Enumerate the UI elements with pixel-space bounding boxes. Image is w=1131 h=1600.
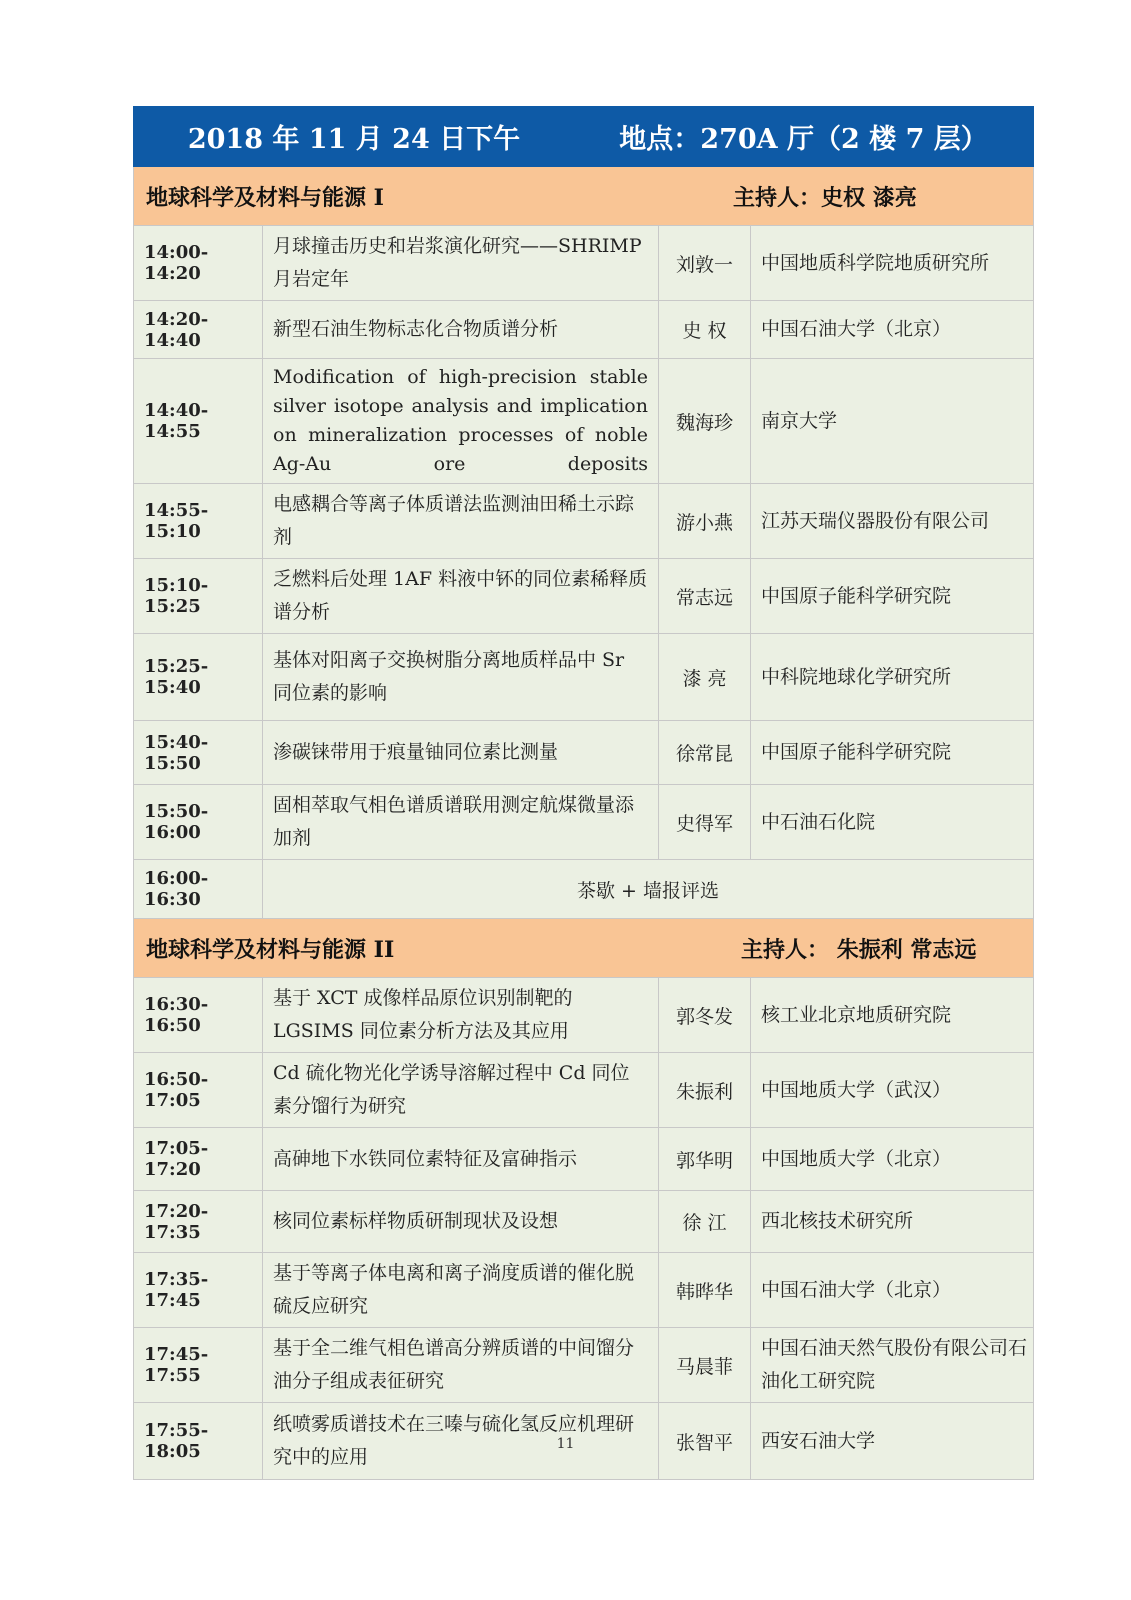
table-row [134, 1253, 1034, 1328]
talk-title: 高砷地下水铁同位素特征及富砷指示 [263, 1128, 659, 1191]
talk-institution: 中国地质大学（武汉） [751, 1053, 1034, 1128]
talk-time: 17:55-18:05 [134, 1403, 263, 1480]
talk-speaker: 韩晔华 [659, 1253, 751, 1328]
talk-time: 17:45-17:55 [134, 1328, 263, 1403]
talk-institution: 中科院地球化学研究所 [751, 634, 1034, 721]
talk-institution: 中国石油大学（北京） [751, 301, 1034, 359]
talk-time: 14:55-15:10 [134, 484, 263, 559]
talk-time: 16:50-17:05 [134, 1053, 263, 1128]
talk-speaker: 漆 亮 [659, 634, 751, 721]
table-row [134, 721, 1034, 785]
talk-title: 基于全二维气相色谱高分辨质谱的中间馏分油分子组成表征研究 [263, 1328, 659, 1403]
talk-speaker: 史得军 [659, 785, 751, 860]
talk-title: 新型石油生物标志化合物质谱分析 [263, 301, 659, 359]
break-label: 茶歇 + 墙报评选 [263, 860, 1034, 919]
table-row [134, 1328, 1034, 1403]
talk-speaker: 张智平 [659, 1403, 751, 1480]
header-location: 地点：270A 厅（2 楼 7 层） [619, 124, 988, 155]
talk-institution: 西安石油大学 [751, 1403, 1034, 1480]
talk-institution: 中国地质科学院地质研究所 [751, 226, 1034, 301]
talk-title: 渗碳铼带用于痕量铀同位素比测量 [263, 721, 659, 785]
header-date: 2018 年 11 月 24 日下午 [187, 124, 521, 155]
break-row [134, 860, 1034, 919]
talk-institution: 江苏天瑞仪器股份有限公司 [751, 484, 1034, 559]
schedule-table [133, 106, 1034, 1480]
session-1-header [134, 167, 1034, 226]
talk-title: 纸喷雾质谱技术在三嗪与硫化氢反应机理研究中的应用 [263, 1403, 659, 1480]
page-number: 11 [556, 1436, 575, 1452]
session-2-header [134, 919, 1034, 978]
header-row [134, 107, 1034, 167]
talk-time: 17:05-17:20 [134, 1128, 263, 1191]
talk-title: 固相萃取气相色谱质谱联用测定航煤微量添加剂 [263, 785, 659, 860]
break-time: 16:00-16:30 [134, 860, 263, 919]
table-row [134, 1191, 1034, 1253]
talk-institution: 中国原子能科学研究院 [751, 721, 1034, 785]
talk-institution: 中石油石化院 [751, 785, 1034, 860]
talk-title: 电感耦合等离子体质谱法监测油田稀土示踪剂 [263, 484, 659, 559]
table-row [134, 301, 1034, 359]
talk-speaker: 史 权 [659, 301, 751, 359]
talk-title: Cd 硫化物光化学诱导溶解过程中 Cd 同位素分馏行为研究 [263, 1053, 659, 1128]
talk-time: 17:35-17:45 [134, 1253, 263, 1328]
talk-institution: 中国石油大学（北京） [751, 1253, 1034, 1328]
talk-institution: 中国原子能科学研究院 [751, 559, 1034, 634]
talk-title: 基体对阳离子交换树脂分离地质样品中 Sr 同位素的影响 [263, 634, 659, 721]
talk-time: 14:00-14:20 [134, 226, 263, 301]
table-row [134, 1053, 1034, 1128]
talk-speaker: 徐 江 [659, 1191, 751, 1253]
session-2-chair: 主持人： 朱振利 常志远 [741, 936, 977, 963]
table-row [134, 634, 1034, 721]
table-row [134, 484, 1034, 559]
talk-speaker: 常志远 [659, 559, 751, 634]
talk-title: 基于 XCT 成像样品原位识别制靶的 LGSIMS 同位素分析方法及其应用 [263, 978, 659, 1053]
talk-institution: 西北核技术研究所 [751, 1191, 1034, 1253]
talk-institution: 南京大学 [751, 359, 1034, 484]
talk-time: 14:20-14:40 [134, 301, 263, 359]
session-2-title: 地球科学及材料与能源 II [146, 936, 395, 963]
talk-institution: 中国地质大学（北京） [751, 1128, 1034, 1191]
session-1-title: 地球科学及材料与能源 I [146, 184, 384, 211]
talk-speaker: 郭冬发 [659, 978, 751, 1053]
talk-speaker: 魏海珍 [659, 359, 751, 484]
talk-title: 基于等离子体电离和离子淌度质谱的催化脱硫反应研究 [263, 1253, 659, 1328]
talk-time: 15:25-15:40 [134, 634, 263, 721]
talk-time: 16:30-16:50 [134, 978, 263, 1053]
talk-speaker: 马晨菲 [659, 1328, 751, 1403]
talk-title: 乏燃料后处理 1AF 料液中钚的同位素稀释质谱分析 [263, 559, 659, 634]
talk-time: 15:50-16:00 [134, 785, 263, 860]
talk-speaker: 朱振利 [659, 1053, 751, 1128]
table-row [134, 785, 1034, 860]
table-row [134, 559, 1034, 634]
talk-time: 17:20-17:35 [134, 1191, 263, 1253]
table-row [134, 359, 1034, 484]
table-row [134, 1128, 1034, 1191]
talk-institution: 核工业北京地质研究院 [751, 978, 1034, 1053]
talk-speaker: 徐常昆 [659, 721, 751, 785]
table-row [134, 226, 1034, 301]
talk-speaker: 刘敦一 [659, 226, 751, 301]
talk-time: 15:10-15:25 [134, 559, 263, 634]
talk-title: 核同位素标样物质研制现状及设想 [263, 1191, 659, 1253]
talk-time: 15:40-15:50 [134, 721, 263, 785]
talk-speaker: 郭华明 [659, 1128, 751, 1191]
table-row [134, 978, 1034, 1053]
talk-speaker: 游小燕 [659, 484, 751, 559]
session-1-chair: 主持人：史权 漆亮 [733, 184, 917, 211]
talk-title: 月球撞击历史和岩浆演化研究——SHRIMP 月岩定年 [263, 226, 659, 301]
talk-institution: 中国石油天然气股份有限公司石油化工研究院 [751, 1328, 1034, 1403]
talk-time: 14:40-14:55 [134, 359, 263, 484]
talk-title: Modification of high-precision stable silver isotope analysis and implication on mineralization processes of noble Ag-Au ore deposits [263, 359, 659, 484]
